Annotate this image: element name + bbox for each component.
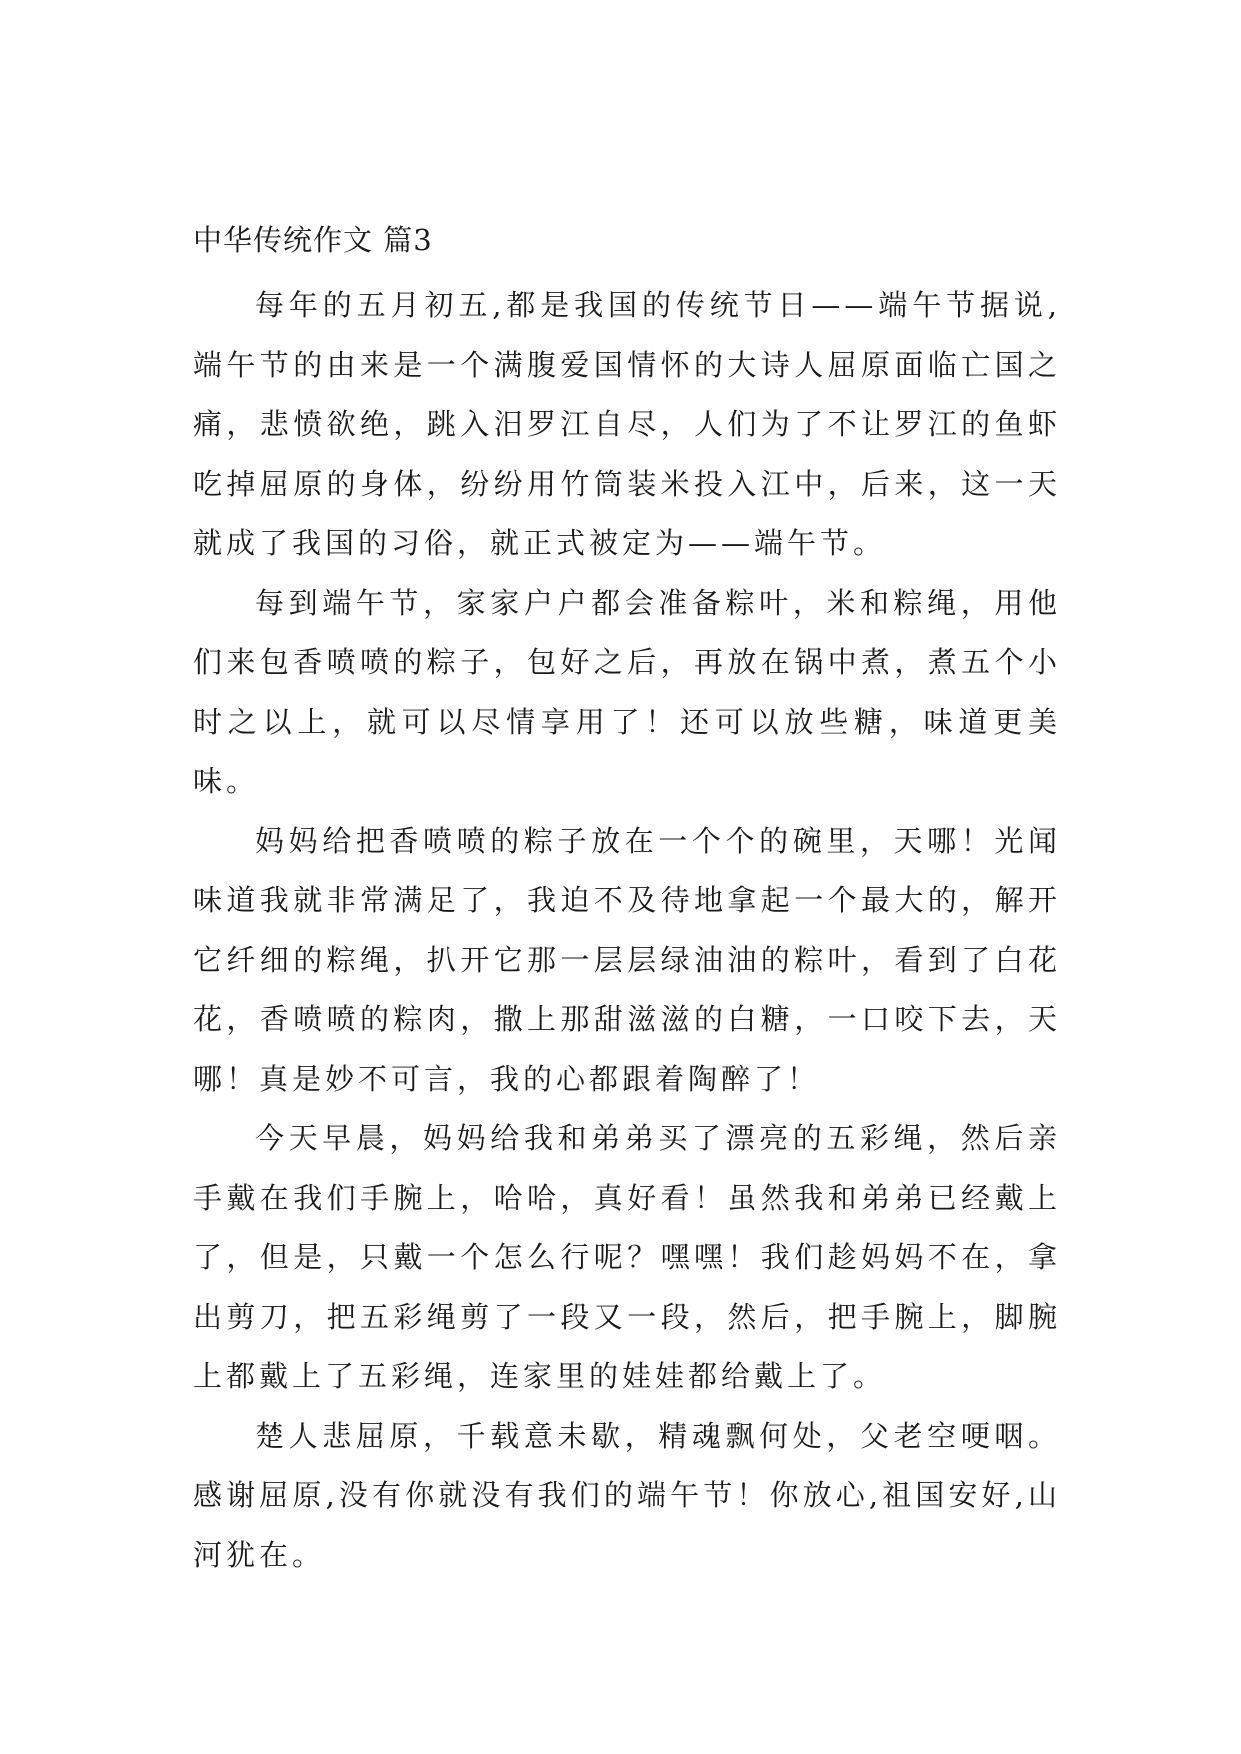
paragraph: 妈妈给把香喷喷的粽子放在一个个的碗里，天哪！光闻味道我就非常满足了，我迫不及待地拿起一个最大的，解开它纤细的粽绳，扒开它那一层层绿油油的粽叶，看到了白花花，香喷喷的粽肉，撒上那甜滋滋的白糖，一口咬下去，天哪！真是妙不可言，我的心都跟着陶醉了！ <box>193 823 1061 1096</box>
document-body <box>193 218 1061 1585</box>
paragraph: 今天早晨，妈妈给我和弟弟买了漂亮的五彩绳，然后亲手戴在我们手腕上，哈哈，真好看！虽然我和弟弟已经戴上了，但是，只戴一个怎么行呢？嘿嘿！我们趁妈妈不在，拿出剪刀，把五彩绳剪了一段又一段，然后，把手腕上，脚腕上都戴上了五彩绳，连家里的娃娃都给戴上了。 <box>193 1121 1061 1393</box>
document-title: 中华传统作文 篇3 <box>193 223 433 257</box>
paragraph: 每到端午节，家家户户都会准备粽叶，米和粽绳，用他们来包香喷喷的粽子，包好之后，再放在锅中煮，煮五个小时之以上，就可以尽情享用了！还可以放些糖，味道更美味。 <box>193 585 1061 798</box>
paragraph: 楚人悲屈原，千载意未歇，精魂飘何处，父老空哽咽。感谢屈原,没有你就没有我们的端午节！你放心,祖国安好,山河犹在。 <box>193 1418 1061 1572</box>
paragraph: 每年的五月初五,都是我国的传统节日——端午节据说,端午节的由来是一个满腹爱国情怀的大诗人屈原面临亡国之痛，悲愤欲绝，跳入汨罗江自尽，人们为了不让罗江的鱼虾吃掉屈原的身体，纷纷用竹筒装米投入江中，后来，这一天就成了我国的习俗，就正式被定为——端午节。 <box>193 288 1061 560</box>
